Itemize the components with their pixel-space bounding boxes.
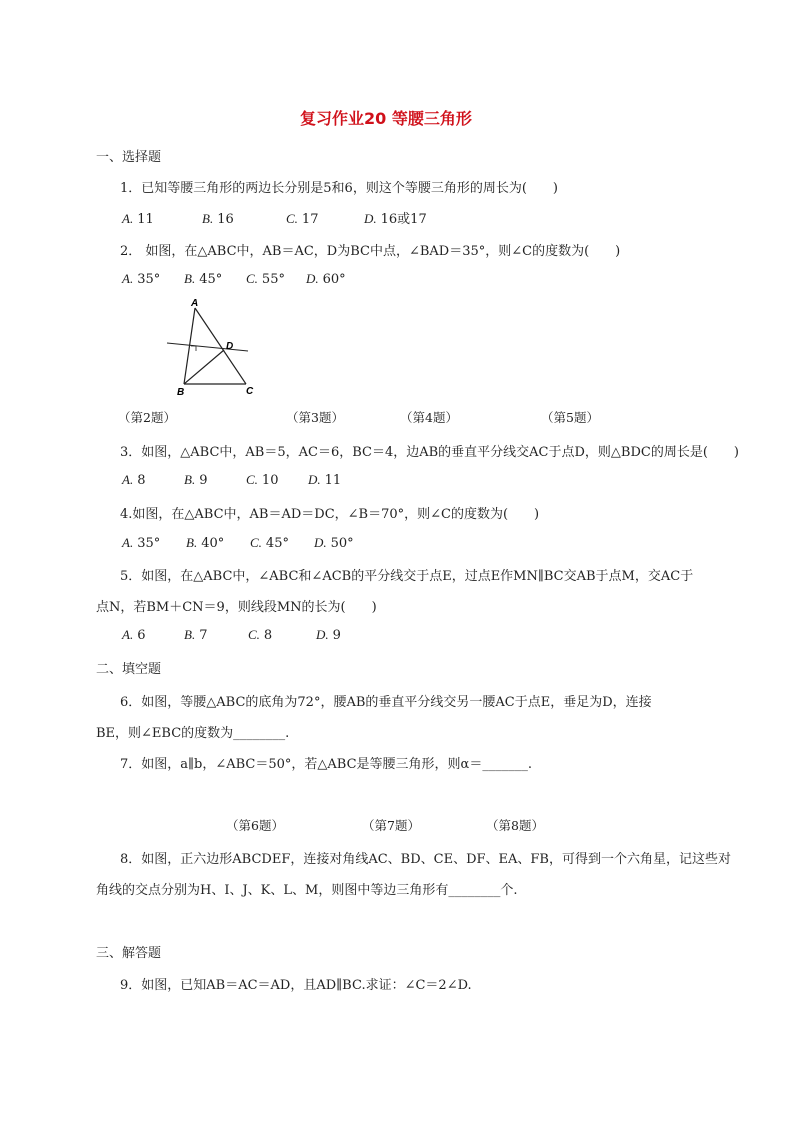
question-3: 3．如图，△ABC中，AB＝5，AC＝6，BC＝4，边AB的垂直平分线交AC于点D，则△BDC的周长是( ): [120, 445, 739, 460]
option-d: D. 50°: [314, 535, 354, 551]
caption-q8: （第8题）: [486, 818, 544, 833]
section-fill-heading: 二、填空题: [96, 662, 162, 677]
question-5-line-2: 点N，若BM＋CN＝9，则线段MN的长为( ): [96, 600, 377, 615]
caption-q7: （第7题）: [362, 818, 420, 833]
option-b: B. 16: [202, 211, 234, 227]
option-d: D. 60°: [306, 271, 346, 287]
question-2-figure: [160, 294, 270, 400]
caption-q5: （第5题）: [541, 410, 599, 425]
question-8-line-1: 8．如图，正六边形ABCDEF，连接对角线AC、BD、CE、DF、EA、FB，可得到一个六角星，记这些对: [120, 852, 731, 867]
label-a: A: [191, 298, 199, 309]
section-choice-heading: 一、选择题: [96, 150, 162, 165]
caption-q3: （第3题）: [286, 410, 344, 425]
caption-q4: （第4题）: [400, 410, 458, 425]
question-2-options: [122, 271, 346, 287]
question-8-line-2: 角线的交点分别为H、I、J、K、L、M，则图中等边三角形有________个.: [96, 883, 518, 898]
segment-bd: [184, 350, 224, 384]
section-solve-heading: 三、解答题: [96, 946, 162, 961]
option-c: C. 55°: [246, 271, 285, 287]
page-title: 复习作业20 等腰三角形: [300, 109, 472, 128]
perpendicular-bisector: [167, 343, 248, 351]
question-9: 9．如图，已知AB＝AC＝AD，且AD∥BC.求证：∠C＝2∠D.: [120, 978, 472, 993]
option-d: D. 9: [316, 627, 341, 643]
option-a: A. 6: [122, 627, 146, 643]
question-2: 2． 如图，在△ABC中，AB＝AC，D为BC中点，∠BAD＝35°，则∠C的度数为( ): [120, 244, 621, 259]
option-a: A. 35°: [122, 271, 161, 287]
option-a: A. 11: [122, 211, 154, 227]
question-6-line-1: 6．如图，等腰△ABC的底角为72°，腰AB的垂直平分线交另一腰AC于点E，垂足为D，连接: [120, 695, 652, 710]
option-b: B. 45°: [184, 271, 223, 287]
option-c: C. 10: [246, 472, 279, 488]
option-c: C. 8: [248, 627, 273, 643]
question-7: 7．如图，a∥b，∠ABC＝50°，若△ABC是等腰三角形，则α＝_______.: [120, 757, 532, 772]
option-b: B. 7: [184, 627, 208, 643]
question-5-options: [122, 627, 341, 643]
option-c: C. 17: [286, 211, 319, 227]
caption-q6: （第6题）: [226, 818, 284, 833]
option-c: C. 45°: [250, 535, 289, 551]
option-a: A. 35°: [122, 535, 161, 551]
option-d: D. 16或17: [364, 211, 427, 227]
question-1: 1．已知等腰三角形的两边长分别是5和6，则这个等腰三角形的周长为( ): [120, 181, 558, 196]
question-4: 4.如图，在△ABC中，AB＝AD＝DC，∠B＝70°，则∠C的度数为( ): [120, 507, 540, 522]
question-3-options: [122, 472, 341, 488]
label-d: D: [226, 341, 234, 352]
question-4-options: [122, 535, 354, 551]
option-b: B. 40°: [186, 535, 225, 551]
label-c: C: [246, 386, 254, 397]
label-b: B: [177, 387, 185, 398]
caption-q2: （第2题）: [118, 410, 176, 425]
right-angle-mark: [191, 346, 196, 351]
question-5-line-1: 5．如图，在△ABC中，∠ABC和∠ACB的平分线交于点E，过点E作MN∥BC交AB于点M，交AC于: [120, 569, 694, 584]
option-a: A. 8: [122, 472, 146, 488]
option-b: B. 9: [184, 472, 208, 488]
question-1-options: [122, 208, 427, 227]
question-6-line-2: BE，则∠EBC的度数为________.: [96, 726, 290, 741]
segment-ac: [195, 308, 246, 384]
option-d: D. 11: [308, 472, 342, 488]
